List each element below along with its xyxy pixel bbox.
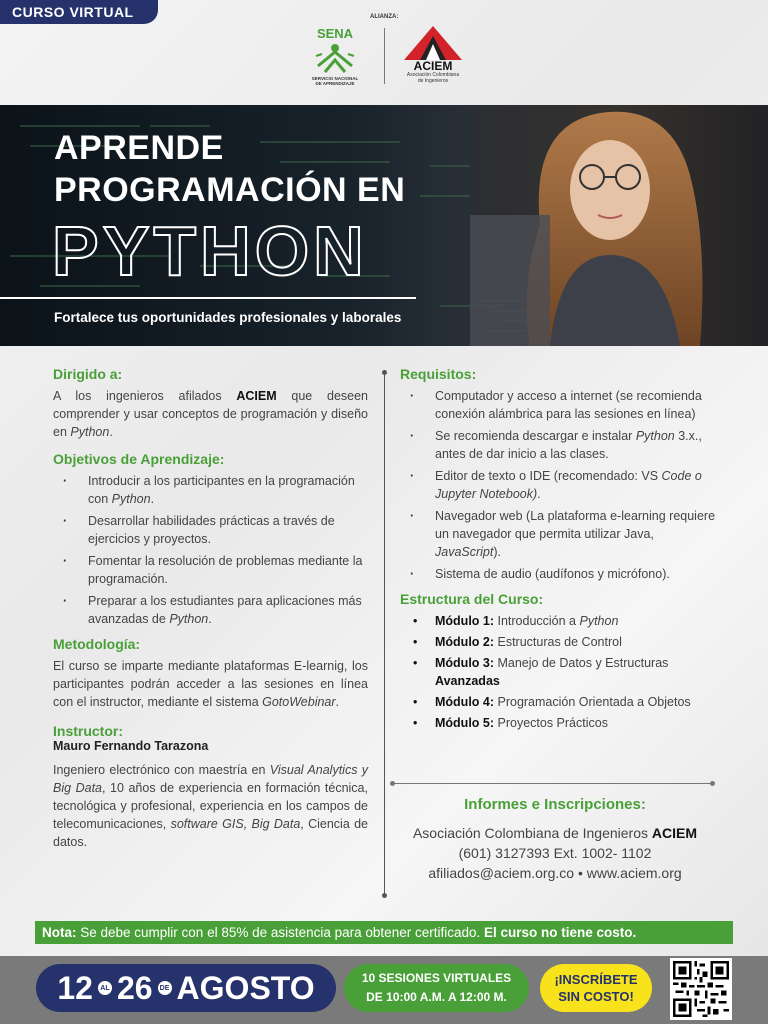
dirigido-text: A los ingenieros afilados ACIEM que deseen comprender y usar conceptos de programación y diseño en Python. (53, 389, 369, 439)
objetivos-list (63, 472, 368, 628)
month: AGOSTO (176, 969, 315, 1006)
svg-text:SENA: SENA (316, 26, 354, 41)
register-button[interactable] (540, 964, 652, 1012)
hero-underline (0, 297, 416, 299)
instructor-name: Mauro Fernando Tarazona (53, 739, 209, 753)
hero-banner (0, 105, 768, 346)
sena-logo (304, 26, 366, 92)
aciem-name-line1: Asociación Colombiana (406, 72, 460, 78)
hero-title-line2: PROGRAMACIÓN EN (54, 171, 406, 209)
requisitos-list (410, 387, 720, 583)
note-bold: El curso no tiene costo. (484, 925, 637, 940)
list-item: · Se recomienda descargar e instalar Python 3.x., antes de dar inicio a las clases. (410, 427, 720, 463)
alliance-label: ALIANZA: (370, 14, 399, 20)
metodologia-heading: Metodología: (53, 636, 141, 652)
hero-subtitle: Fortalece tus oportunidades profesionales y laborales (54, 310, 402, 325)
modules-list (410, 612, 720, 732)
aciem-triangle-icon (404, 26, 462, 60)
info-heading: Informes e Inscripciones: (464, 796, 646, 813)
logo-divider (384, 28, 385, 84)
note-text: Se debe cumplir con el 85% de asistencia para obtener certificado. (76, 925, 484, 940)
register-line2: SIN COSTO! (558, 989, 634, 1004)
contact-links[interactable]: afiliados@aciem.org.co • www.aciem.org (428, 865, 682, 881)
start-day: 12 (57, 969, 93, 1006)
left-column (53, 366, 368, 851)
module-item: • Módulo 5: Proyectos Prácticos (410, 714, 720, 732)
list-item: · Introducir a los participantes en la programación con Python. (63, 472, 368, 508)
aciem-wordmark: ACIEM (413, 59, 453, 73)
register-line1: ¡INSCRÍBETE (554, 972, 638, 987)
phone-number: (601) 3127393 Ext. 1002- 1102 (458, 845, 652, 861)
module-item: • Módulo 2: Estructuras de Control (410, 633, 720, 651)
footer-bar (0, 956, 768, 1024)
de-connector: DE (158, 981, 172, 995)
dirigido-heading: Dirigido a: (53, 366, 123, 382)
sessions-pill (344, 964, 529, 1012)
note-bar (35, 921, 733, 944)
note-label: Nota: (42, 925, 77, 940)
contact-info (395, 784, 715, 883)
qr-code-icon[interactable] (670, 958, 732, 1020)
date-pill (36, 964, 336, 1012)
list-item: · Fomentar la resolución de problemas mediante la programación. (63, 552, 368, 588)
aciem-logo (398, 26, 468, 92)
list-item: · Desarrollar habilidades prácticas a través de ejercicios y proyectos. (63, 512, 368, 548)
instructor-bio: Ingeniero electrónico con maestría en Visual Analytics y Big Data, 10 años de experiencia en formación técnica, tecnológica y profesional, experiencia en los campos de telecomunicaciones, software GIS, Big Data, Ciencia de datos. (53, 763, 369, 849)
hero-title (54, 127, 405, 211)
hero-python-word: PYTHON (52, 212, 368, 290)
sessions-line1: 10 SESIONES VIRTUALES (361, 971, 512, 985)
aciem-name-line2: de Ingenieros (417, 78, 449, 84)
list-item: · Computador y acceso a internet (se recomienda conexión alámbrica para las sesiones en línea) (410, 387, 720, 423)
sena-emblem-icon (308, 26, 362, 76)
course-type-badge: CURSO VIRTUAL (0, 0, 158, 24)
module-item: • Módulo 1: Introducción a Python (410, 612, 720, 630)
sessions-line2: DE 10:00 A.M. A 12:00 M. (366, 990, 507, 1004)
org-name: Asociación Colombiana de Ingenieros ACIEM (412, 825, 698, 841)
al-connector: AL (98, 981, 112, 995)
sena-name-line2: DE APRENDIZAJE (315, 81, 355, 86)
requisitos-heading: Requisitos: (400, 366, 477, 382)
right-column (400, 366, 720, 735)
list-item: · Navegador web (La plataforma e-learning requiere un navegador que permita utilizar Java, JavaScript). (410, 507, 720, 561)
list-item: · Editor de texto o IDE (recomendado: VS Code o Jupyter Notebook). (410, 467, 720, 503)
list-item: · Preparar a los estudiantes para aplicaciones más avanzadas de Python. (63, 592, 368, 628)
objetivos-heading: Objetivos de Aprendizaje: (53, 451, 225, 467)
end-day: 26 (116, 969, 153, 1006)
module-item: • Módulo 4: Programación Orientada a Objetos (410, 693, 720, 711)
list-item: · Sistema de audio (audífonos y micrófono). (410, 565, 720, 583)
hero-title-line1: APRENDE (54, 129, 224, 167)
metodologia-text: El curso se imparte mediante plataformas E-learnig, los participantes podrán acceder a las sesiones en línea con el instructor, mediante el sistema GotoWebinar. (53, 659, 368, 709)
instructor-heading: Instructor: (53, 723, 123, 739)
sena-name-line1: SERVICIO NACIONAL (311, 76, 359, 81)
module-item: • Módulo 3: Manejo de Datos y Estructuras Avanzadas (410, 654, 720, 690)
column-divider (384, 370, 385, 898)
woman-with-laptop-photo (470, 105, 768, 346)
estructura-heading: Estructura del Curso: (400, 591, 544, 607)
